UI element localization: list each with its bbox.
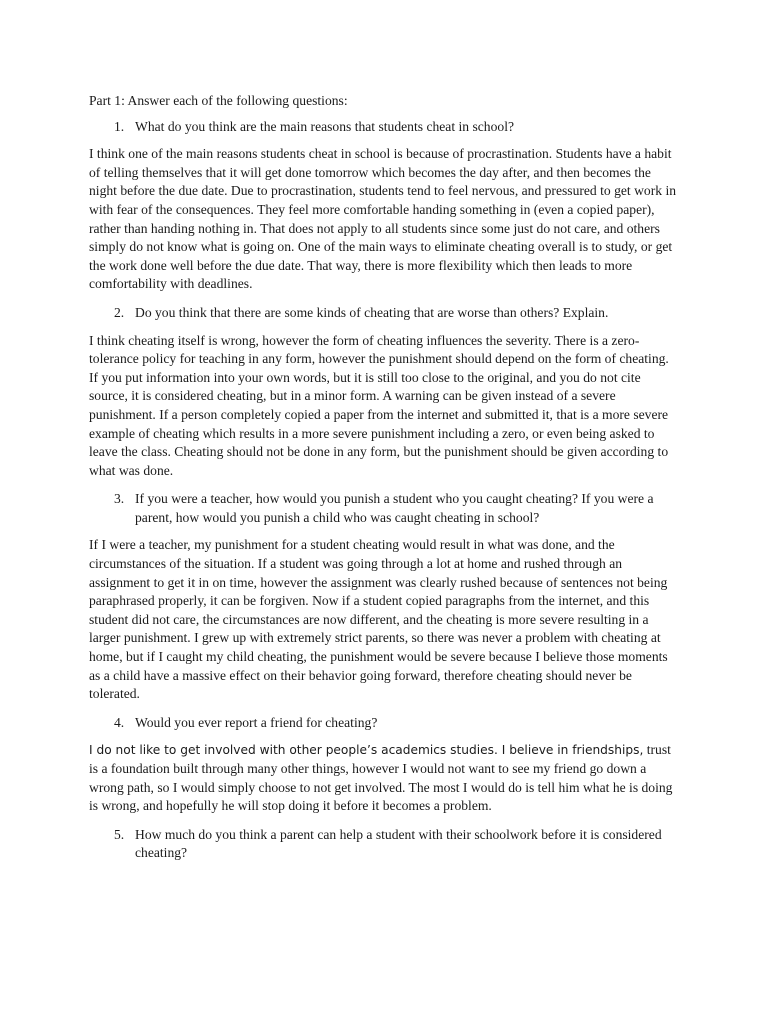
question-text: If you were a teacher, how would you punish a student who you caught cheating? If you were a parent, how would you punish a child who was caught cheating in school? (135, 491, 654, 525)
answer-4-first-line: I do not like to get involved with other people’s academics studies. I believe in friendships, (89, 743, 644, 758)
question-text: What do you think are the main reasons that students cheat in school? (135, 118, 515, 134)
question-text: Do you think that there are some kinds of cheating that are worse than others? Explain. (135, 304, 609, 320)
question-4 (89, 714, 679, 733)
answer-1: I think one of the main reasons students cheat in school is because of procrastination. Students have a habit of telling themselves that it will get done tomorrow which becomes the day after, and then becomes the night before the due date. Due to procrastination, students tend to feel nervous, and pressured to get work in with fear of the consequences. They feel more comfortable handing something in (even a copied paper), rather than handing nothing in. That does not apply to all students since some just do not care, and others simply do not know what is going on. One of the main ways to eliminate cheating overall is to study, or get the work done well before the due date. That way, there is more flexibility which then leads to more comfortability with deadlines. (89, 146, 677, 292)
question-5 (89, 826, 679, 863)
document-page (89, 92, 679, 872)
answer-4-rest: trust is a foundation built through many other things, however I would not want to see my friend go down a wrong path, so I would simply choose to not get involved. The most I would do is tell him what he is doing is wrong, and hopefully he will stop doing it before it becomes a problem. (89, 742, 673, 814)
question-number: 3. (114, 491, 125, 507)
question-text: Would you ever report a friend for cheating? (135, 714, 378, 730)
question-number: 2. (114, 304, 125, 320)
question-1 (89, 118, 679, 137)
part-heading: Part 1: Answer each of the following questions: (89, 93, 348, 108)
question-text: How much do you think a parent can help a student with their schoolwork before it is considered cheating? (135, 826, 662, 861)
question-number: 4. (114, 714, 125, 730)
question-number: 1. (114, 118, 125, 134)
answer-4 (89, 741, 679, 815)
question-2 (89, 304, 679, 323)
answer-3: If I were a teacher, my punishment for a student cheating would result in what was done, and the circumstances of the situation. If a student was going through a lot at home and rushed through an assignment to get it in on time, however the assignment was clearly rushed because of sentences not being paraphrased properly, it can be forgiven. Now if a student copied paragraphs from the internet, and this student did not care, the circumstances are now different, and the cheating is more severe resulting in a larger punishment. I grew up with extremely strict parents, so there was never a problem with cheating at home, but if I caught my child cheating, the punishment would be severe because I believe those moments as a child have a massive effect on their behavior going forward, therefore cheating should never be tolerated. (89, 537, 668, 702)
answer-2: I think cheating itself is wrong, however the form of cheating influences the severity. There is a zero-tolerance policy for teaching in any form, however the punishment should depend on the form of cheating. If you put information into your own words, but it is still too close to the original, and you do not cite source, it is considered cheating, but in a minor form. A warning can be given instead of a severe punishment. If a person completely copied a paper from the internet and submitted it, that is a more severe example of cheating which results in a more severe punishment including a zero, or even being asked to leave the class. Cheating should not be done in any form, but the punishment should be given according to what was done. (89, 332, 669, 478)
question-number: 5. (114, 826, 125, 842)
question-3 (89, 490, 679, 527)
